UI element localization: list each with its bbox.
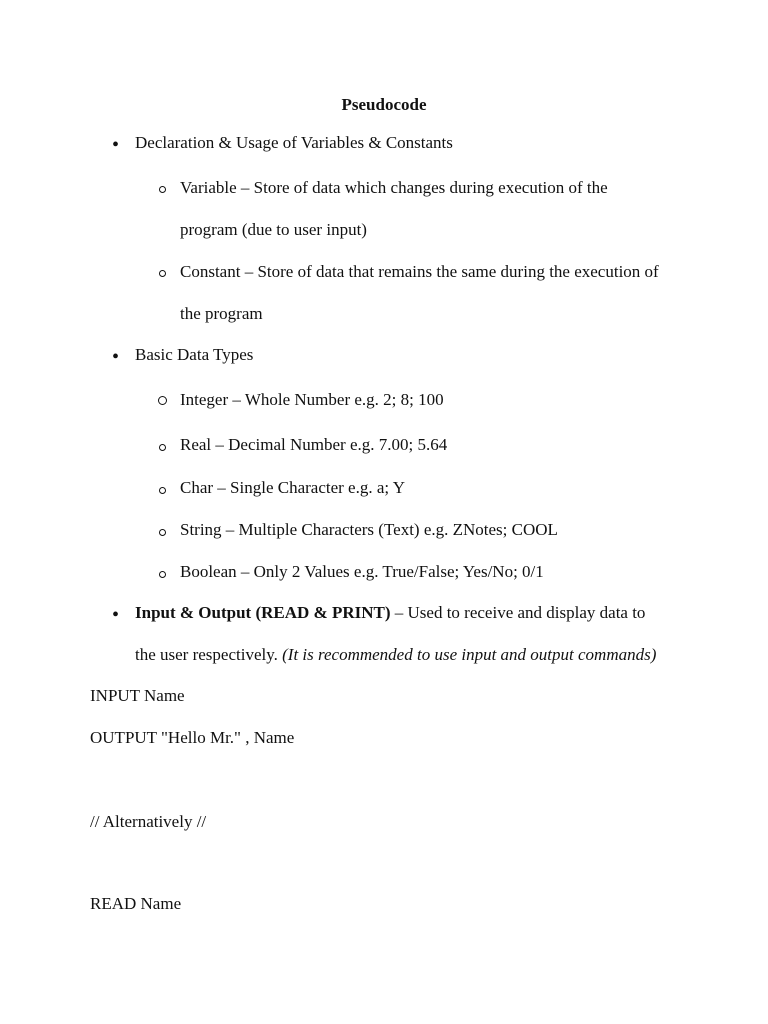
data-type-item: Integer – Whole Number e.g. 2; 8; 100: [180, 390, 444, 409]
constant-definition-line1: Constant – Store of data that remains the same during the execution of: [180, 262, 659, 281]
data-type-item: String – Multiple Characters (Text) e.g. ZNotes; COOL: [180, 520, 558, 539]
sub-bullet-icon: [159, 571, 166, 578]
variable-definition-line2: program (due to user input): [180, 220, 367, 239]
section-heading-io: [135, 602, 645, 624]
sub-bullet-icon: [159, 186, 166, 193]
data-type-item: Char – Single Character e.g. a; Y: [180, 478, 406, 497]
code-comment: // Alternatively //: [90, 812, 207, 831]
io-bold-label: Input & Output (READ & PRINT): [135, 603, 391, 622]
code-line-output: OUTPUT "Hello Mr." , Name: [90, 728, 295, 747]
io-description-continued: [135, 644, 656, 666]
code-line-input: INPUT Name: [90, 686, 185, 705]
io-italic-note: (It is recommended to use input and output commands): [282, 645, 657, 664]
code-line-read: READ Name: [90, 894, 182, 913]
sub-bullet-icon: [158, 396, 167, 405]
bullet-icon: •: [112, 346, 120, 368]
constant-definition-line2: the program: [180, 304, 263, 323]
variable-definition-line1: Variable – Store of data which changes during execution of the: [180, 178, 608, 197]
sub-bullet-icon: [159, 270, 166, 277]
sub-bullet-icon: [159, 529, 166, 536]
bullet-icon: •: [112, 134, 120, 156]
section-heading-variables: Declaration & Usage of Variables & Constants: [135, 133, 453, 152]
io-description-line2: the user respectively.: [135, 645, 283, 664]
io-description-line1: – Used to receive and display data to: [390, 603, 646, 622]
data-type-item: Boolean – Only 2 Values e.g. True/False; Yes/No; 0/1: [180, 562, 544, 581]
section-heading-data-types: Basic Data Types: [135, 345, 254, 364]
data-type-item: Real – Decimal Number e.g. 7.00; 5.64: [180, 435, 448, 454]
bullet-icon: •: [112, 604, 120, 626]
sub-bullet-icon: [159, 444, 166, 451]
page-title: Pseudocode: [341, 95, 427, 114]
sub-bullet-icon: [159, 487, 166, 494]
